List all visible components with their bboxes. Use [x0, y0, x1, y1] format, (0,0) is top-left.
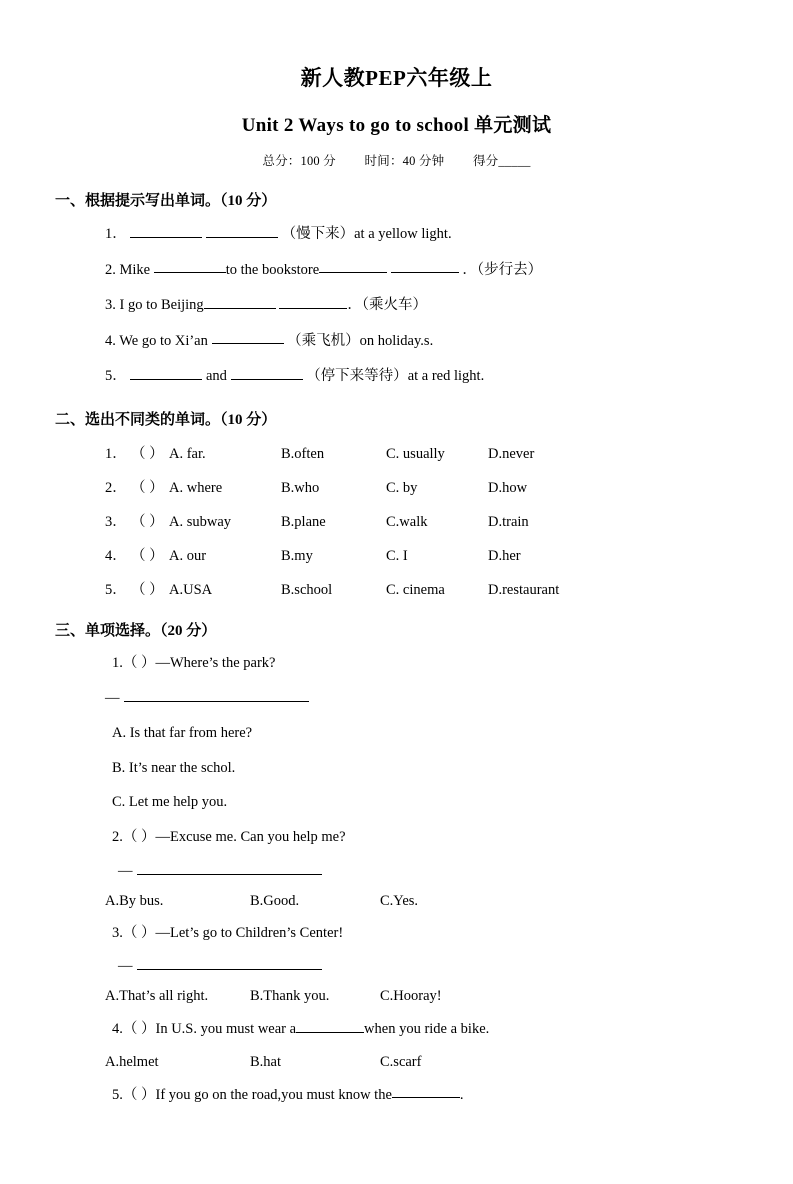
- section-1-question-1: [105, 223, 793, 246]
- section-1-question-4: [105, 330, 793, 353]
- section-1-heading: 一、根据提示写出单词。（10 分）: [55, 193, 277, 209]
- meta-total: 总分：100 分: [262, 154, 336, 168]
- item-number: 4．: [105, 547, 127, 564]
- q5-hint: （停下来等待）: [306, 367, 408, 384]
- item-number: 5．: [105, 581, 127, 598]
- section-3-question-1-option-b[interactable]: B. It’s near the schol.: [112, 759, 236, 776]
- section-3-heading: 三、单项选择。（20 分）: [55, 622, 217, 639]
- answer-blank[interactable]: [154, 259, 226, 274]
- option-d[interactable]: D.restaurant: [488, 581, 560, 598]
- option-a[interactable]: A.That’s all right.: [105, 988, 209, 1005]
- q3-number: 3. I go to Beijing: [105, 296, 204, 313]
- section-3-question-4-options: [105, 1054, 793, 1071]
- answer-blank[interactable]: [204, 294, 276, 309]
- q1-hint: （慢下来）: [281, 225, 355, 242]
- q2-tail: ．（步行去）: [462, 261, 543, 278]
- q1-number: 1．: [105, 225, 127, 242]
- option-b[interactable]: B.Thank you.: [250, 988, 330, 1005]
- q4-hint: （乘飞机）: [287, 332, 360, 349]
- answer-blank[interactable]: [137, 860, 322, 875]
- option-b[interactable]: B.my: [281, 547, 313, 564]
- option-b[interactable]: B.plane: [281, 513, 326, 530]
- answer-blank[interactable]: [392, 1084, 460, 1099]
- section-3-question-1-option-c[interactable]: C. Let me help you.: [112, 794, 228, 811]
- option-a[interactable]: A. subway: [169, 513, 232, 530]
- option-c[interactable]: C. usually: [386, 445, 445, 462]
- answer-blank[interactable]: [319, 259, 387, 274]
- worksheet-page: [0, 62, 793, 1184]
- section-3-question-3-answer-line: [118, 955, 793, 975]
- section-2-item: [105, 578, 793, 599]
- answer-paren[interactable]: （ ）: [131, 513, 164, 530]
- q3-tail: ．（乘火车）: [347, 296, 428, 313]
- q5-and: and: [206, 367, 227, 384]
- section-2-heading: 二、选出不同类的单词。（10 分）: [55, 411, 277, 428]
- item-number: 1．: [105, 445, 127, 462]
- option-a[interactable]: A. where: [169, 479, 223, 496]
- meta-score: 得分_____: [472, 154, 531, 168]
- q2-number: 2. Mike: [105, 261, 151, 278]
- q4-number: 4. We go to Xi’an: [105, 332, 208, 349]
- answer-blank[interactable]: [279, 294, 347, 309]
- answer-paren[interactable]: （ ）: [131, 479, 164, 496]
- answer-paren[interactable]: （ ）: [131, 547, 164, 564]
- answer-paren[interactable]: （ ）: [131, 445, 164, 462]
- q1-tail: at a yellow light.: [354, 225, 452, 242]
- option-a[interactable]: A.helmet: [105, 1053, 159, 1070]
- meta-time: 时间：40 分钟: [364, 154, 445, 168]
- page-subtitle: Unit 2 Ways to go to school 单元测试: [241, 115, 552, 136]
- option-a[interactable]: A. far.: [169, 445, 206, 462]
- option-c[interactable]: C.Yes.: [380, 892, 419, 909]
- section-2-item: [105, 476, 793, 497]
- option-c[interactable]: C. by: [386, 479, 418, 496]
- item-number: 2．: [105, 479, 127, 496]
- section-1-question-2: [105, 259, 793, 282]
- answer-blank[interactable]: [206, 223, 278, 238]
- answer-blank[interactable]: [212, 330, 284, 345]
- dialogue-dash: —: [105, 690, 120, 707]
- answer-paren[interactable]: （ ）: [131, 581, 164, 598]
- option-c[interactable]: C. I: [386, 547, 408, 564]
- section-3-question-1-answer-line: [105, 687, 793, 710]
- section-3-question-4-stem: [112, 1018, 793, 1041]
- section-3-question-2-stem: 2.（ ）—Excuse me. Can you help me?: [112, 829, 346, 846]
- exam-meta: [0, 151, 793, 169]
- dialogue-dash: —: [118, 862, 133, 879]
- section-2-item: [105, 510, 793, 531]
- option-d[interactable]: D.never: [488, 445, 535, 462]
- section-3-question-5-stem: [112, 1084, 793, 1107]
- page-title: 新人教PEP六年级上: [300, 66, 493, 90]
- section-3-question-2-answer-line: [118, 860, 793, 880]
- option-b[interactable]: B.who: [281, 479, 320, 496]
- option-c[interactable]: C.walk: [386, 513, 428, 530]
- q4-stem-pre: 4.（ ）In U.S. you must wear a: [112, 1020, 297, 1037]
- answer-blank[interactable]: [137, 955, 322, 970]
- answer-blank[interactable]: [130, 223, 202, 238]
- option-c[interactable]: C.scarf: [380, 1053, 422, 1070]
- section-3-question-1-option-a[interactable]: A. Is that far from here?: [112, 724, 253, 741]
- q2-mid: to the bookstore: [225, 261, 320, 278]
- section-1-question-3: [105, 294, 793, 317]
- answer-blank[interactable]: [391, 259, 459, 274]
- answer-blank[interactable]: [296, 1018, 364, 1033]
- item-number: 3．: [105, 513, 127, 530]
- answer-blank[interactable]: [124, 687, 309, 702]
- option-d[interactable]: D.how: [488, 479, 528, 496]
- q5-number: 5．: [105, 367, 127, 384]
- section-3-question-3-options: [105, 988, 793, 1005]
- option-a[interactable]: A.By bus.: [105, 892, 164, 909]
- option-b[interactable]: B.often: [281, 445, 325, 462]
- answer-blank[interactable]: [130, 365, 202, 380]
- section-1-question-5: [105, 365, 793, 388]
- section-3-question-1-stem: 1.（ ）—Where’s the park?: [112, 654, 276, 671]
- option-d[interactable]: D.her: [488, 547, 521, 564]
- option-b[interactable]: B.school: [281, 581, 333, 598]
- option-d[interactable]: D.train: [488, 513, 529, 530]
- option-b[interactable]: B.hat: [250, 1053, 282, 1070]
- q5-tail: at a red light.: [407, 367, 485, 384]
- section-2-item: [105, 442, 793, 463]
- q5-stem-pre: 5.（ ）If you go on the road,you must know the: [112, 1086, 392, 1103]
- answer-blank[interactable]: [231, 365, 303, 380]
- option-a[interactable]: A. our: [169, 547, 207, 564]
- dialogue-dash: —: [118, 958, 133, 975]
- section-3-question-3-stem: 3.（ ）—Let’s go to Children’s Center!: [112, 924, 344, 941]
- option-c[interactable]: C. cinema: [386, 581, 445, 598]
- option-b[interactable]: B.Good.: [250, 892, 300, 909]
- section-3-question-2-options: [105, 893, 793, 910]
- q4-stem-post: when you ride a bike.: [364, 1020, 490, 1037]
- option-a[interactable]: A.USA: [169, 581, 213, 598]
- q5-stem-post: .: [459, 1086, 464, 1103]
- option-c[interactable]: C.Hooray!: [380, 988, 442, 1005]
- section-2-item: [105, 544, 793, 565]
- q4-tail: on holiday.s.: [359, 332, 434, 349]
